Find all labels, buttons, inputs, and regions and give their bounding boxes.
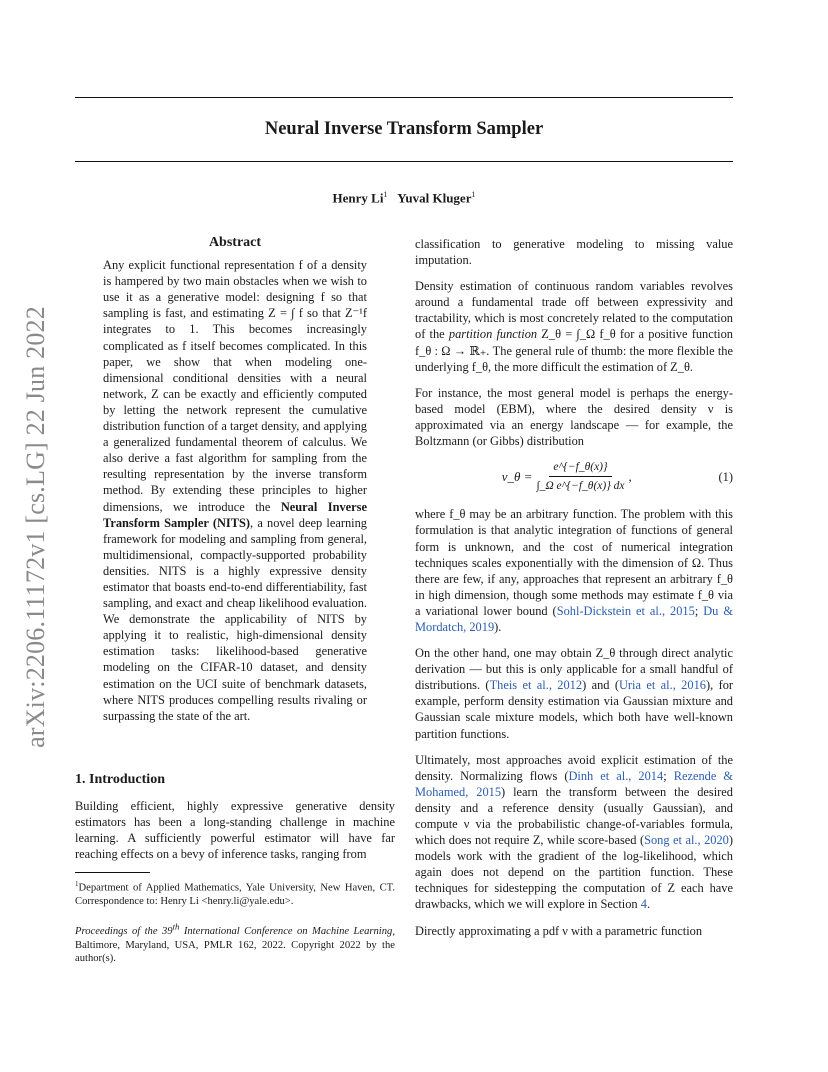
- title-rule-top: [75, 97, 733, 98]
- equation-1: ν_θ = $\frac{e\^{}\{-f\_\theta(x)\}}{\text{∫\_Ω e\textasciicircum{}\{−f\_θ(x)\} dx}}$ , (1): [415, 459, 733, 494]
- author-list: [75, 190, 733, 206]
- body-paragraph: For instance, the most general model is perhaps the energy-based model (EBM), where the desired density ν is approximated via an energy landscape — for example, the Boltzmann (or Gibbs) distribution: [415, 385, 733, 449]
- right-column: [415, 236, 733, 949]
- title-rule-bottom: [75, 161, 733, 162]
- paper-title: Neural Inverse Transform Sampler: [264, 119, 544, 139]
- citation-link[interactable]: Rezende & Mohamed, 2015: [415, 768, 734, 799]
- left-column: [75, 235, 395, 965]
- citation-link[interactable]: Sohl-Dickstein et al., 2015: [556, 603, 695, 618]
- body-paragraph: classification to generative modeling to missing value imputation.: [415, 237, 733, 268]
- proceedings-note: Proceedings of the 39th International Conference on Machine Learning, Baltimore, Maryland, USA, PMLR 162, 2022. Copyright 2022 by the author(s).: [75, 921, 395, 964]
- footnote-rule: [75, 872, 150, 873]
- citation-link[interactable]: Theis et al., 2012: [489, 678, 583, 693]
- citation-link[interactable]: Uria et al., 2016: [618, 678, 706, 693]
- body-paragraph: where f_θ may be an arbitrary function. The problem with this formulation is that analytic integration of functions of general form is unknown, and the cost of numerical integration techniques scales exponentially with the dimension of Ω. Thus there are few, if any, approaches that represent an arbitrary f_θ in high dimension, though some methods may estimate f_θ via a variational lower bound (Sohl-Dickstein et al., 2015; Du & Mordatch, 2019).: [415, 507, 733, 634]
- section-heading-introduction: 1. Introduction: [75, 771, 165, 787]
- author-name: Henry Li: [332, 190, 384, 206]
- body-paragraph: Ultimately, most approaches avoid explicit estimation of the density. Normalizing flows (Dinh et al., 2014; Rezende & Mohamed, 2015) learn the transform between the desired density and a reference density (usually Gaussian), and compute ν via the probabilistic change-of-variables formula, which does not require Z, while score-based (Song et al., 2020) models work with the gradient of the log-likelihood, which again does not depend on the partition function. These techniques for sidestepping the computation of Z each have drawbacks, which we will explore in Section 4.: [415, 752, 734, 912]
- affiliation-footnote: $^1$Department of Applied Mathematics, Yale University, New Haven, CT. Correspondence to: Henry Li <henry.li@yale.edu>.: [75, 880, 395, 908]
- author-name: Yuval Kluger: [397, 190, 472, 206]
- abstract-heading: Abstract: [208, 235, 262, 250]
- section-link[interactable]: 4: [640, 897, 647, 912]
- equation-number: (1): [718, 469, 733, 484]
- citation-link[interactable]: Song et al., 2020: [644, 833, 729, 848]
- equation-fraction: [536, 459, 624, 494]
- abstract-text: Any explicit functional representation f of a density is hampered by two main obstacles when we wish to use it as a generative model: designing f so that sampling is fast, and estimating Z = ∫ f so that Z⁻¹f integrates to 1. This becomes increasingly complicated as f itself becomes complicated. In this paper, we show that when modeling one-dimensional conditional densities with a neural network, Z can be exactly and efficiently computed by letting the network represent the cumulative distribution function of a target density, and applying a generalized fundamental theorem of calculus. We also derive a fast algorithm for sampling from the resulting representation by the inverse transform method. By extending these principles to higher dimensions, we introduce the Neural Inverse Transform Sampler (NITS), a novel deep learning framework for modeling and sampling from general, multidimensional, compactly-supported probability densities. NITS is a highly expressive density estimator that boasts end-to-end differentiability, fast sampling, and exact and cheap likelihood evaluation. We demonstrate the applicability of NITS by applying it to realistic, high-dimensional density estimation tasks: likelihood-based generative modeling on the CIFAR-10 dataset, and density estimation on the UCI suite of benchmark datasets, where NITS produces compelling results rivaling or surpassing the state of the art.: [103, 258, 367, 723]
- arxiv-stamp: arXiv:2206.11172v1 [cs.LG] 22 Jun 2022: [21, 306, 50, 748]
- body-paragraph: Density estimation of continuous random variables revolves around a fundamental trade off between expressivity and tractability, which is most concretely related to the computation of the partition function Z_θ = ∫_Ω f_θ for a positive function f_θ : Ω → ℝ₊. The general rule of thumb: the more flexible the underlying f_θ, the more difficult the estimation of Z_θ.: [415, 279, 733, 374]
- citation-link[interactable]: Du & Mordatch, 2019: [415, 603, 733, 634]
- equation-lhs: ν_θ =: [501, 468, 533, 484]
- equation-denominator: ∫_Ω e^{−f_θ(x)} dx: [536, 480, 625, 493]
- body-paragraph: On the other hand, one may obtain Z_θ through direct analytic derivation — but this is only applicable for a small handful of distributions. (Theis et al., 2012) and (Uria et al., 2016), for example, perform density estimation via Gaussian mixture and Gaussian scale mixture models, which both have well-known partition functions.: [415, 646, 734, 741]
- body-paragraph: Directly approximating a pdf ν with a parametric function: [415, 923, 703, 938]
- affiliation-mark: 1: [471, 190, 476, 199]
- citation-link[interactable]: Dinh et al., 2014: [568, 768, 664, 783]
- affiliation-mark: 1: [383, 190, 388, 199]
- intro-paragraph: Building efficient, highly expressive generative density estimators has been a long-standing challenge in machine learning. A sufficiently powerful estimator will have far reaching effects on a bevy of inference tasks, ranging from: [75, 798, 395, 862]
- method-name: Neural Inverse Transform Sampler (NITS): [103, 499, 367, 530]
- equation-numerator: e^{−f_θ(x)}: [549, 459, 611, 477]
